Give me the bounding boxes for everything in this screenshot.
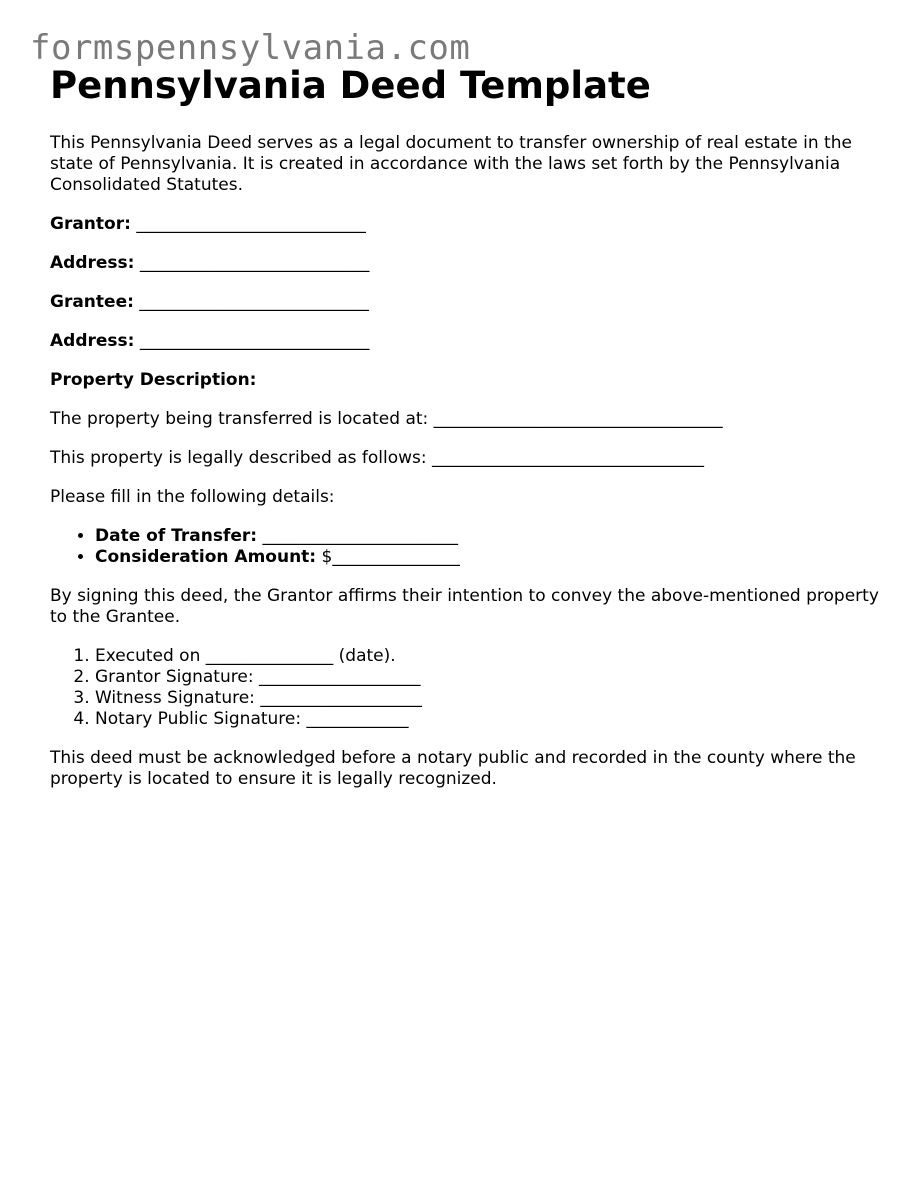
property-location-line: The property being transferred is located at: __________________________________: [50, 409, 723, 429]
grantee-blank: ___________________________: [139, 292, 369, 312]
details-list: [50, 526, 880, 568]
property-legal-description-line: This property is legally described as follows: ________________________________: [50, 448, 705, 468]
grantee-field: [50, 292, 880, 313]
signature-list: [50, 646, 880, 730]
grantee-label: Grantee:: [50, 292, 134, 312]
page-title: Pennsylvania Deed Template: [50, 64, 651, 107]
closing-paragraph: This deed must be acknowledged before a notary public and recorded in the county where the property is located to ensure it is legally recognized.: [50, 748, 856, 789]
consideration-amount-label: Consideration Amount:: [95, 547, 317, 567]
date-of-transfer-label: Date of Transfer:: [95, 526, 258, 546]
details-intro: Please fill in the following details:: [50, 487, 335, 507]
property-description-heading: Property Description:: [50, 370, 257, 390]
grantor-address-field: [50, 253, 880, 274]
grantee-address-field: [50, 331, 880, 352]
grantor-field: [50, 214, 880, 235]
list-item: 3. Witness Signature: ___________________: [95, 688, 880, 709]
consideration-amount-blank: $_______________: [321, 547, 460, 567]
grantee-address-blank: ___________________________: [139, 331, 370, 351]
grantor-address-label: Address:: [50, 253, 135, 273]
list-item: 1. Executed on _______________ (date).: [95, 646, 880, 667]
intro-paragraph: This Pennsylvania Deed serves as a legal document to transfer ownership of real estate in the state of Pennsylvania. It is created in accordance with the laws set forth by the Pennsylvania Consolidated Statutes.: [50, 133, 852, 195]
grantor-address-blank: ___________________________: [139, 253, 370, 273]
list-item: [95, 526, 880, 547]
date-of-transfer-blank: _______________________: [262, 526, 458, 546]
site-watermark: formspennsylvania.com: [30, 28, 471, 68]
deed-document: [50, 62, 880, 790]
list-item: 2. Grantor Signature: ___________________: [95, 667, 880, 688]
grantor-label: Grantor:: [50, 214, 131, 234]
list-item: 4. Notary Public Signature: ____________: [95, 709, 880, 730]
affirmation-paragraph: By signing this deed, the Grantor affirms their intention to convey the above-mentioned property to the Grantee.: [50, 586, 879, 627]
grantee-address-label: Address:: [50, 331, 135, 351]
grantor-blank: ___________________________: [136, 214, 366, 234]
list-item: [95, 547, 880, 568]
